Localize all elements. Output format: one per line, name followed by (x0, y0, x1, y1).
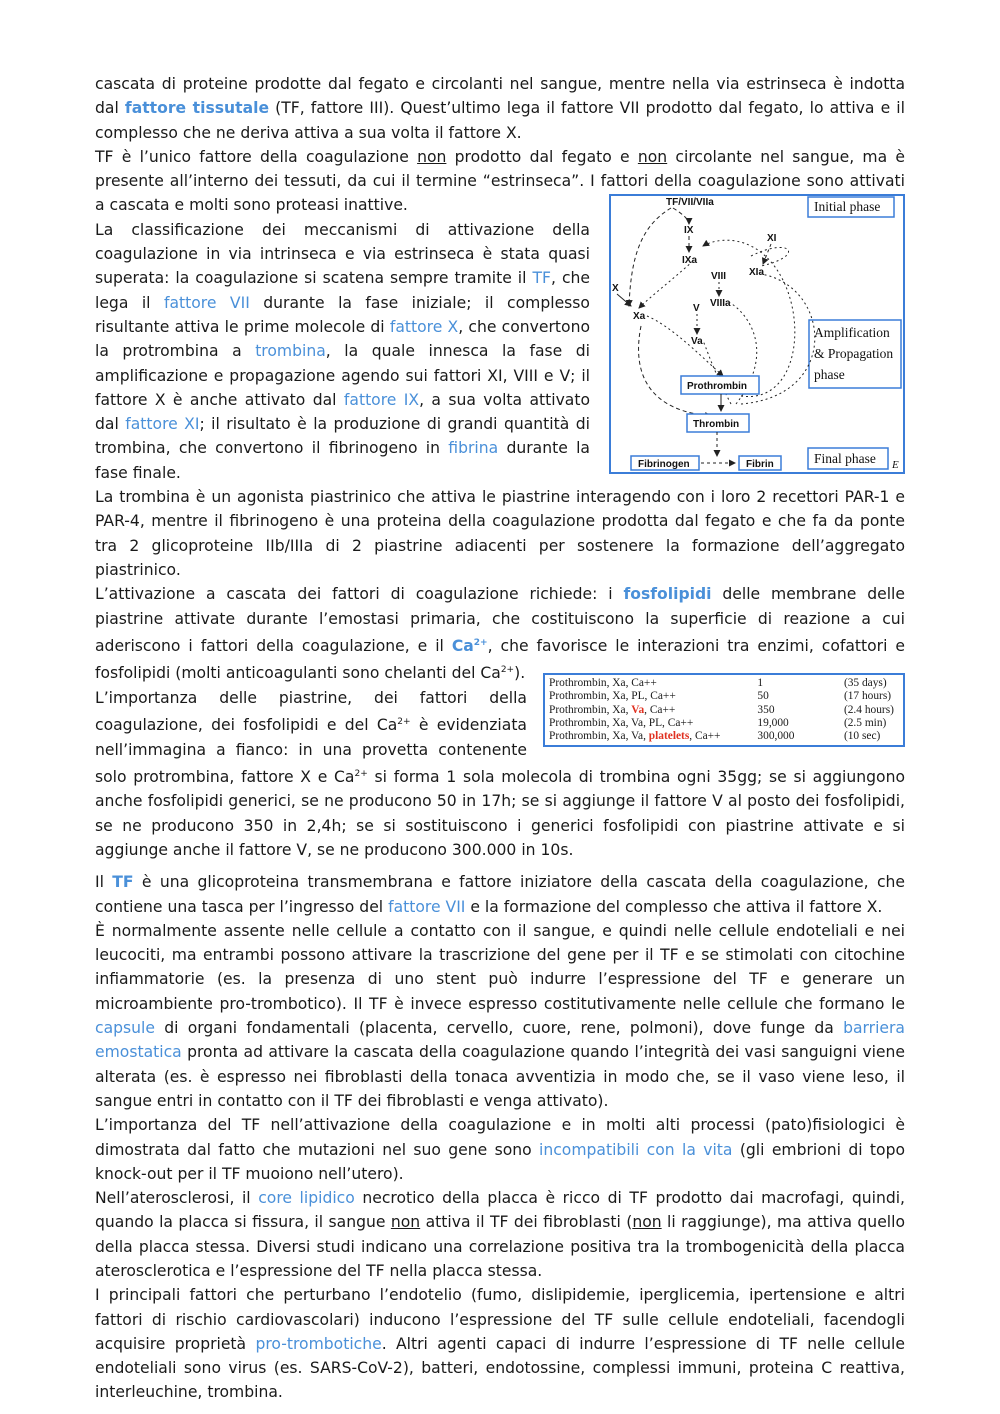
table-cell-value: 19,000 (757, 717, 789, 730)
factor-x: X (612, 282, 619, 294)
initial-phase-label: Initial phase (814, 198, 881, 214)
factor-xia: XIa (749, 266, 765, 278)
paragraph-classification: La classificazione dei meccanismi di attivazione della coagulazione in via intrinseca e via estrinseca è stata quasi superata: la coagulazione si scatena sempre tramite il TF, che lega il fattore VII durante la fase iniziale; il complesso risultante attiva le prime molecole di fattore X, che convertono la protrombina a trombina, la quale innesca la fase di amplificazione e propagazione agendo sui fattori XI, VIII e V; il fattore X è anche attivato dal fattore IX, a sua volta attivato dal fattore XI; il risultato è la produzione di grandi quantità di trombina, che convertono il fibrinogeno in fibrina durante la fase finale. (95, 220, 591, 482)
paragraph-tf-definition: Il TF è una glicoproteina transmembrana e fattore iniziatore della cascata della coagulazione, che contiene una tasca per l’ingresso del fattore VII e la formazione del complesso che attiva il fattore X. (95, 873, 906, 916)
table-cell-time: (17 hours) (843, 690, 892, 703)
amplification-label-line3: phase (814, 366, 845, 382)
paragraph-tf-importance: L’importanza del TF nell’attivazione della coagulazione e in molti alti processi (pato)fisiologici è dimostrata dal fatto che mutazioni nel suo gene sono incompatibili con la vita (gli embrioni di topo knock-out per il TF muoiono nell’utero). (95, 1116, 906, 1183)
paragraph-cascade-requirements: L’attivazione a cascata dei fattori di coagulazione richiede: i fosfolipidi delle membrane delle piastrine attivate durante l’emostasi primaria, che costituiscono la superficie di reazione a cui aderiscono i fattori della coagulazione, e il $Ca^{2+}$, che favorisce le interazioni tra enzimi, cofattori e fosfolipidi (molti anticoagulanti sono chelanti del $Ca^{2+}$). (95, 585, 905, 683)
factor-ixa: IXa (682, 254, 698, 266)
factor-viii: VIII (711, 270, 727, 282)
table-cell-time: (2.4 hours) (843, 703, 894, 716)
paragraph-endothelium: I principali fattori che perturbano l’endotelio (fumo, dislipidemie, iperglicemia, ipertensione e altri fattori di rischio cardiovascolari) inducono l’espressione del TF sulle cellule endoteliali, facendogli acquisire proprietà pro-trombotiche. Altri agenti capaci di indurre l’espressione di TF nelle cellule endoteliali sono virus (es. SARS-CoV-2), batteri, endotossine, complessi immuni, proteina C reattiva, interleuchine, trombina. (95, 1286, 905, 1402)
table-cell-condition: Prothrombin, Xa, Va, platelets, Ca++ (549, 730, 721, 743)
table-cell-condition: Prothrombin, Xa, PL, Ca++ (549, 690, 676, 703)
paragraph-tf-unique: TF è l’unico fattore della coagulazione non prodotto dal fegato e non circolante nel sangue, ma è presente all’interno dei tessuti, da cui il termine “estrinseca”. I fattori della coagulazione sono attivati a cascata e molti sono proteasi inattive. (95, 147, 905, 215)
fibrin-label: Fibrin (746, 458, 774, 470)
table-row (549, 717, 899, 730)
table-row (549, 690, 899, 703)
thrombin-label: Thrombin (693, 418, 740, 430)
corner-letter: E (892, 458, 899, 471)
factor-ix: IX (684, 224, 694, 236)
table-cell-time: (35 days) (843, 676, 887, 689)
thrombin-production-table (543, 673, 905, 747)
prothrombin-label: Prothrombin (687, 380, 747, 392)
table-cell-time: (2.5 min) (843, 717, 887, 730)
classification-section (95, 196, 905, 485)
cascade-svg (611, 196, 902, 471)
table-cell-value: 50 (757, 690, 769, 703)
importance-section (95, 676, 905, 862)
factor-xa: Xa (633, 310, 646, 322)
table-cell-value: 1 (757, 676, 764, 689)
tf-complex-label: TF/VII/VIIa (666, 196, 714, 208)
factor-va: Va (691, 335, 703, 347)
paragraph-importance: L’importanza delle piastrine, dei fattori della coagulazione, dei fosfolipidi e del $Ca^{2+}$ è evidenziata nell’immagina a fianco: in una provetta contenente solo protrombina, fattore X e $Ca^{2+}$ si forma 1 sola molecola di trombina ogni 35gg; se si aggiungono anche fosfolipidi generici, se ne producono 50 in 17h; se si aggiunge il fattore V al posto dei fosfolipidi, se ne producono 350 in 2,4h; se si sostituiscono i generici fosfolipidi con piastrine attivate e si aggiunge anche il fattore V, se ne producono 300.000 in 10s. (95, 688, 905, 859)
coagulation-cascade-diagram (609, 194, 905, 474)
final-phase-label: Final phase (814, 450, 876, 466)
table-rows (549, 677, 899, 744)
table-cell-condition: Prothrombin, Xa, Va, Ca++ (549, 703, 676, 716)
amplification-label-line1: Amplification (814, 324, 890, 340)
table-cell-condition: Prothrombin, Xa, Ca++ (549, 676, 657, 689)
paragraph-extrinsic-pathway: cascata di proteine prodotte dal fegato e circolanti nel sangue, mentre nella via estrinseca è indotta dal fattore tissutale (TF, fattore III). Quest’ultimo lega il fattore VII prodotto dal fegato, lo attiva e il complesso che ne deriva attiva a sua volta il fattore X. (95, 75, 905, 142)
term-fattore-tissutale: fattore tissutale (124, 99, 270, 118)
table-row (549, 730, 899, 743)
document-page (95, 72, 905, 1405)
factor-xi: XI (767, 232, 777, 244)
table-cell-value: 350 (757, 703, 775, 716)
paragraph-tf-expression: È normalmente assente nelle cellule a contatto con il sangue, e quindi nelle cellule endoteliali e nei leucociti, ma entrambi possono attivare la trascrizione del gene per il TF e se stimolati con citochine infiammatorie (es. la presenza di uno stent può indurre l’espressione del TF e generare un microambiente pro-trombotico). Il TF è invece espresso costitutivamente nelle cellule che formano le capsule di organi fondamentali (placenta, cervello, cuore, rene, polmoni), dove funge da barriera emostatica pronta ad attivare la cascata della coagulazione quando l’integrità dei vasi sanguigni viene alterata (es. è espresso nei fibroblasti della tonaca avventizia in modo che, se il vaso viene leso, il sangue entri in contatto con il TF dei fibroblasti e venga attivato). (95, 921, 905, 1110)
amplification-label-line2: & Propagation (814, 345, 894, 361)
paragraph-thrombin-agonist: La trombina è un agonista piastrinico che attiva le piastrine interagendo con i loro 2 recettori PAR-1 e PAR-4, mentre il fibrinogeno è una proteina della coagulazione prodotta dal fegato e che fa da ponte tra 2 glicoproteine IIb/IIIa di 2 piastrine adiacenti per sostenere la formazione dell’aggregato piastrinico. (95, 488, 905, 579)
table-row (549, 704, 899, 717)
paragraph-atherosclerosis: Nell’aterosclerosi, il core lipidico necrotico della placca è ricco di TF prodotto dai macrofagi, quindi, quando la placca si fissura, il sangue non attiva il TF dei fibroblasti (non li raggiunge), ma attiva quello della placca stessa. Diversi studi indicano una correlazione positiva tra la trombogenicità della placca aterosclerotica e l’espressione del TF nella placca stessa. (95, 1189, 906, 1280)
table-row (549, 677, 899, 690)
table-cell-value: 300,000 (757, 730, 795, 743)
factor-v: V (693, 302, 700, 314)
table-cell-condition: Prothrombin, Xa, Va, PL, Ca++ (549, 717, 694, 730)
factor-viiia: VIIIa (710, 297, 731, 309)
table-cell-time: (10 sec) (843, 730, 881, 743)
fibrinogen-label: Fibrinogen (638, 458, 690, 470)
